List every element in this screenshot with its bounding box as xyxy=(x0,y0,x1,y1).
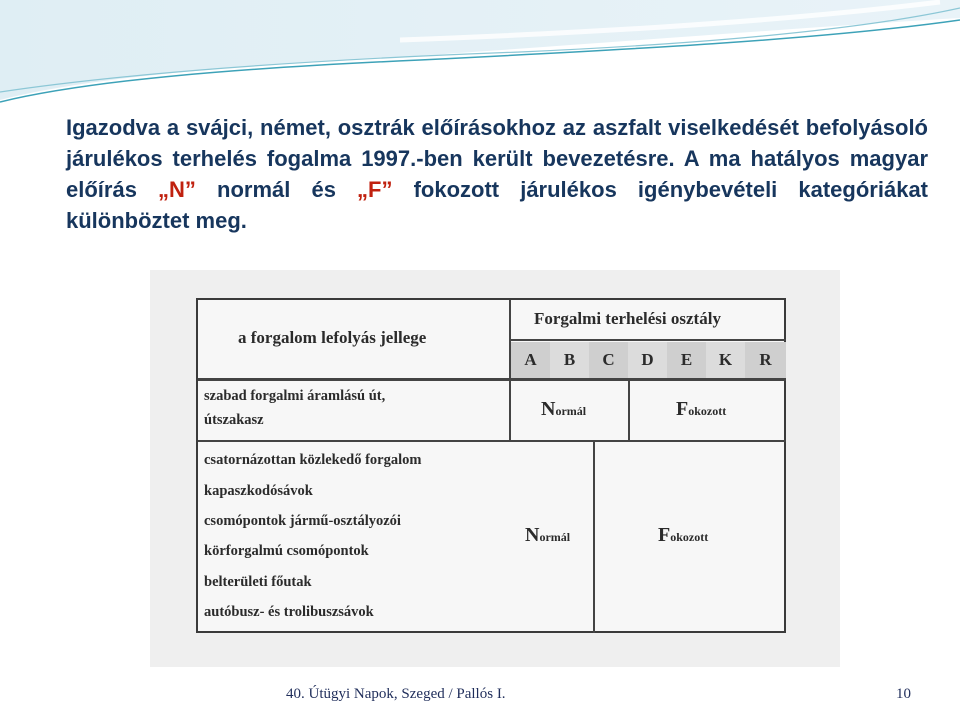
class-letter-r: R xyxy=(745,342,786,378)
row2-label-6: autóbusz- és trolibuszsávok xyxy=(204,604,374,620)
intro-text-b: normál és xyxy=(195,177,358,202)
row2-n-initial: N xyxy=(525,524,540,546)
slide-footer xyxy=(0,686,960,708)
row1-f-rest: okozott xyxy=(688,404,727,418)
row2-label-3: csomópontok jármű-osztályozói xyxy=(204,513,401,529)
row1-n-initial: N xyxy=(541,398,556,420)
row2-label-5: belterületi főutak xyxy=(204,574,312,590)
row2-f-rest: okozott xyxy=(670,530,709,544)
row2-label-2: kapaszkodósávok xyxy=(204,483,313,499)
class-letters-row xyxy=(511,300,786,378)
row2-f-initial: F xyxy=(658,524,671,546)
page-number: 10 xyxy=(896,686,911,702)
intro-paragraph xyxy=(66,112,928,236)
class-letter-a: A xyxy=(511,342,550,378)
decorative-header-waves xyxy=(0,0,960,110)
scanned-table-image xyxy=(150,270,840,667)
class-letter-e: E xyxy=(667,342,706,378)
right-header: Forgalmi terhelési osztály xyxy=(534,309,721,328)
row2-label-4: körforgalmú csomópontok xyxy=(204,543,369,559)
intro-text-a: Igazodva a svájci, német, osztrák előírásokhoz az aszfalt viselkedését befolyásoló járulékos terhelés fogalma 1997.-ben került bevezetésre. A ma hatályos magyar előírás xyxy=(66,115,928,202)
category-table xyxy=(196,298,786,633)
class-letter-d: D xyxy=(628,342,667,378)
row1-category-normal xyxy=(541,398,586,421)
f-quote: „F” xyxy=(357,177,393,202)
row2-category-normal xyxy=(525,524,570,547)
left-header: a forgalom lefolyás jellege xyxy=(238,328,427,347)
row1-category-fokozott xyxy=(676,398,726,421)
class-letter-c: C xyxy=(589,342,628,378)
row2-n-rest: ormál xyxy=(539,530,571,544)
row2-category-fokozott xyxy=(658,524,708,547)
n-quote: „N” xyxy=(158,177,196,202)
row1-f-initial: F xyxy=(676,398,689,420)
row2-label-1: csatornázottan közlekedő forgalom xyxy=(204,452,422,468)
row1-n-rest: ormál xyxy=(555,404,587,418)
class-letter-k: K xyxy=(706,342,745,378)
intro-text-c: fokozott járulékos igénybevételi kategóriákat különböztet meg. xyxy=(66,177,929,233)
footer-text: 40. Útügyi Napok, Szeged / Pallós I. xyxy=(286,686,506,702)
row1-label-line2: útszakasz xyxy=(204,412,264,428)
class-letter-b: B xyxy=(550,342,589,378)
row1-label-line1: szabad forgalmi áramlású út, xyxy=(204,388,386,404)
